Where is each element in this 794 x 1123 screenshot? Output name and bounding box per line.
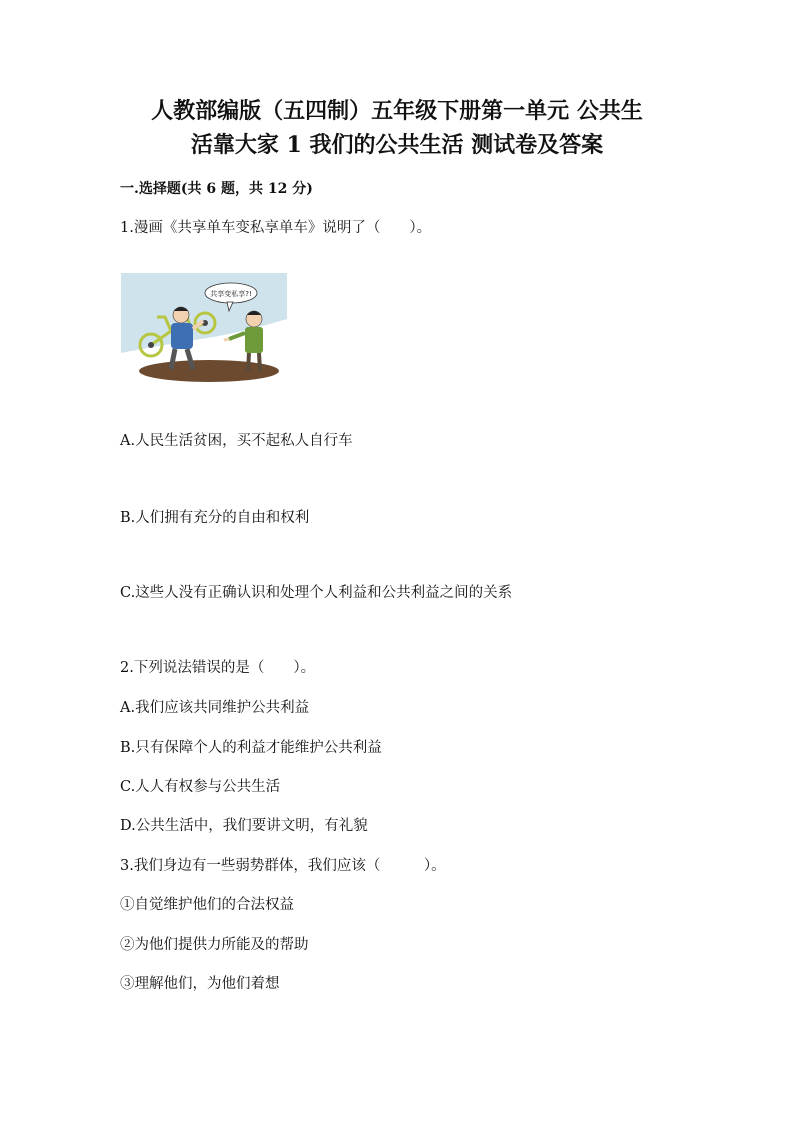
question-2-option-b: B.只有保障个人的利益才能维护公共利益	[120, 740, 382, 756]
question-2-option-c: C.人人有权参与公共生活	[120, 779, 281, 795]
question-3-stem: 3.我们身边有一些弱势群体，我们应该（ ）。	[120, 858, 446, 874]
question-1-option-b: B.人们拥有充分的自由和权利	[120, 510, 310, 526]
question-1-option-c: C.这些人没有正确认识和处理个人利益和公共利益之间的关系	[120, 585, 513, 601]
question-2-option-d: D.公共生活中，我们要讲文明，有礼貌	[120, 818, 368, 834]
question-2-stem: 2.下列说法错误的是（ ）。	[120, 660, 316, 676]
title-line-2: 活靠大家 1 我们的公共生活 测试卷及答案	[190, 132, 604, 158]
question-3-option-1: ①自觉维护他们的合法权益	[120, 897, 294, 913]
question-3-option-2: ②为他们提供力所能及的帮助	[120, 937, 309, 953]
speech-bubble-text: 共享变私享?!	[210, 290, 252, 298]
question-1-stem: 1.漫画《共享单车变私享单车》说明了（ ）。	[120, 220, 432, 236]
title-line-1: 人教部编版（五四制）五年级下册第一单元 公共生	[151, 98, 643, 124]
section-heading: 一.选择题(共 6 题，共 12 分)	[120, 181, 313, 197]
question-2-option-a: A.我们应该共同维护公共利益	[120, 700, 310, 716]
question-1-option-a: A.人民生活贫困，买不起私人自行车	[120, 433, 353, 449]
question-3-option-3: ③理解他们，为他们着想	[120, 976, 280, 992]
shared-bike-cartoon	[121, 273, 287, 383]
